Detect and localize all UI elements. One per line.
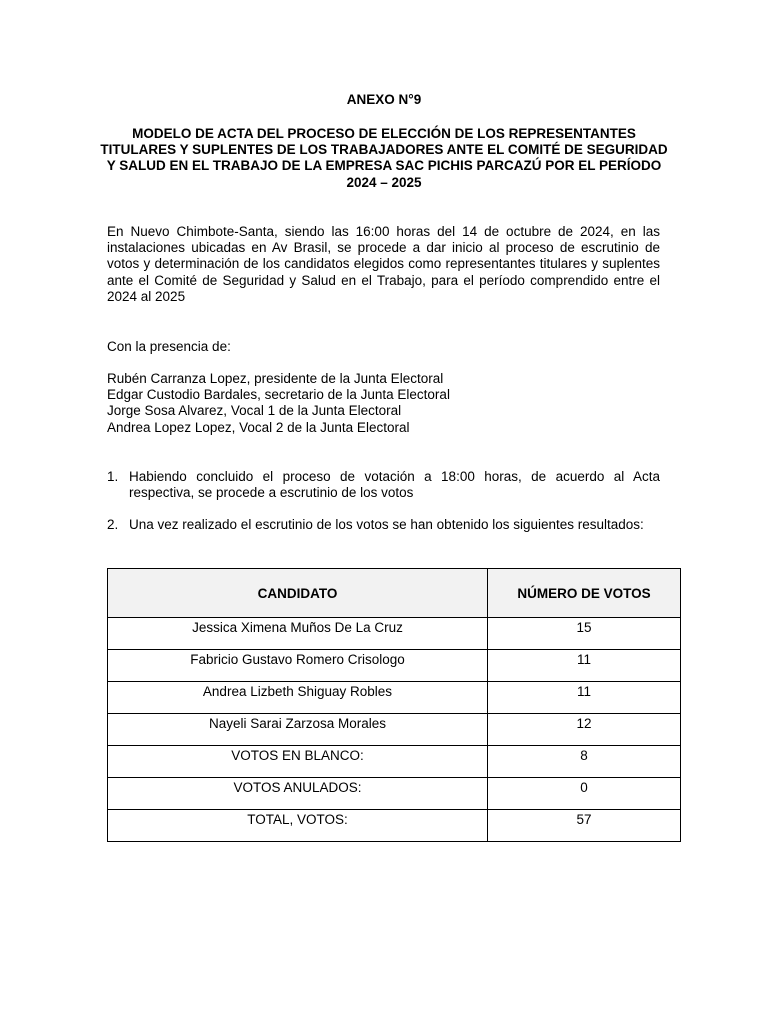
intro-paragraph: En Nuevo Chimbote-Santa, siendo las 16:00 horas del 14 de octubre de 2024, en las instalaciones ubicadas en Av Brasil, se procede a dar inicio al proceso de escrutinio de votos y determinación de los candidatos elegidos como representantes titulares y suplentes ante el Comité de Seguridad y Salud en el Trabajo, para el período comprendido entre el 2024 al 2025 [107,224,660,304]
table-row [108,714,681,746]
header-votes: NÚMERO DE VOTOS [488,569,681,618]
table-row [108,810,681,842]
table-row [108,778,681,810]
votes-cell: 11 [488,682,681,714]
presence-label: Con la presencia de: [107,339,231,354]
board-member: Jorge Sosa Alvarez, Vocal 1 de la Junta Electoral [107,403,402,419]
candidate-cell: Fabricio Gustavo Romero Crisologo [108,650,488,682]
table-row [108,650,681,682]
procedure-step [107,517,660,533]
votes-cell: 12 [488,714,681,746]
results-table [107,568,681,842]
votes-cell: 15 [488,618,681,650]
step-number: 1. [107,469,119,484]
table-row [108,618,681,650]
annex-title: ANEXO N°9 [346,92,422,107]
procedure-steps [107,469,660,534]
candidate-cell: Nayeli Sarai Zarzosa Morales [108,714,488,746]
candidate-cell: VOTOS ANULADOS: [108,778,488,810]
votes-cell: 0 [488,778,681,810]
candidate-cell: VOTOS EN BLANCO: [108,746,488,778]
votes-cell: 11 [488,650,681,682]
procedure-step [107,469,660,501]
step-text: Una vez realizado el escrutinio de los votos se han obtenido los siguientes resultados: [129,517,644,533]
header-candidate: CANDIDATO [108,569,488,618]
votes-cell: 57 [488,810,681,842]
step-number: 2. [107,517,119,533]
board-member: Edgar Custodio Bardales, secretario de la Junta Electoral [107,387,450,403]
candidate-cell: Jessica Ximena Muños De La Cruz [108,618,488,650]
board-member: Rubén Carranza Lopez, presidente de la Junta Electoral [107,371,444,386]
step-text: Habiendo concluido el proceso de votación a 18:00 horas, de acuerdo al Acta respectiva, se procede a escrutinio de los votos [129,469,660,501]
document-title: MODELO DE ACTA DEL PROCESO DE ELECCIÓN DE LOS REPRESENTANTES TITULARES Y SUPLENTES DE LOS TRABAJADORES ANTE EL COMITÉ DE SEGURIDAD Y SALUD EN EL TRABAJO DE LA EMPRESA SAC PICHIS PARCAZÚ POR EL PERÍODO 2024 – 2025 [100,126,668,190]
table-row [108,746,681,778]
table-header-row [108,569,681,618]
board-member: Andrea Lopez Lopez, Vocal 2 de la Junta Electoral [107,419,410,435]
candidate-cell: TOTAL, VOTOS: [108,810,488,842]
table-row [108,682,681,714]
votes-cell: 8 [488,746,681,778]
board-members-list [107,371,660,436]
candidate-cell: Andrea Lizbeth Shiguay Robles [108,682,488,714]
